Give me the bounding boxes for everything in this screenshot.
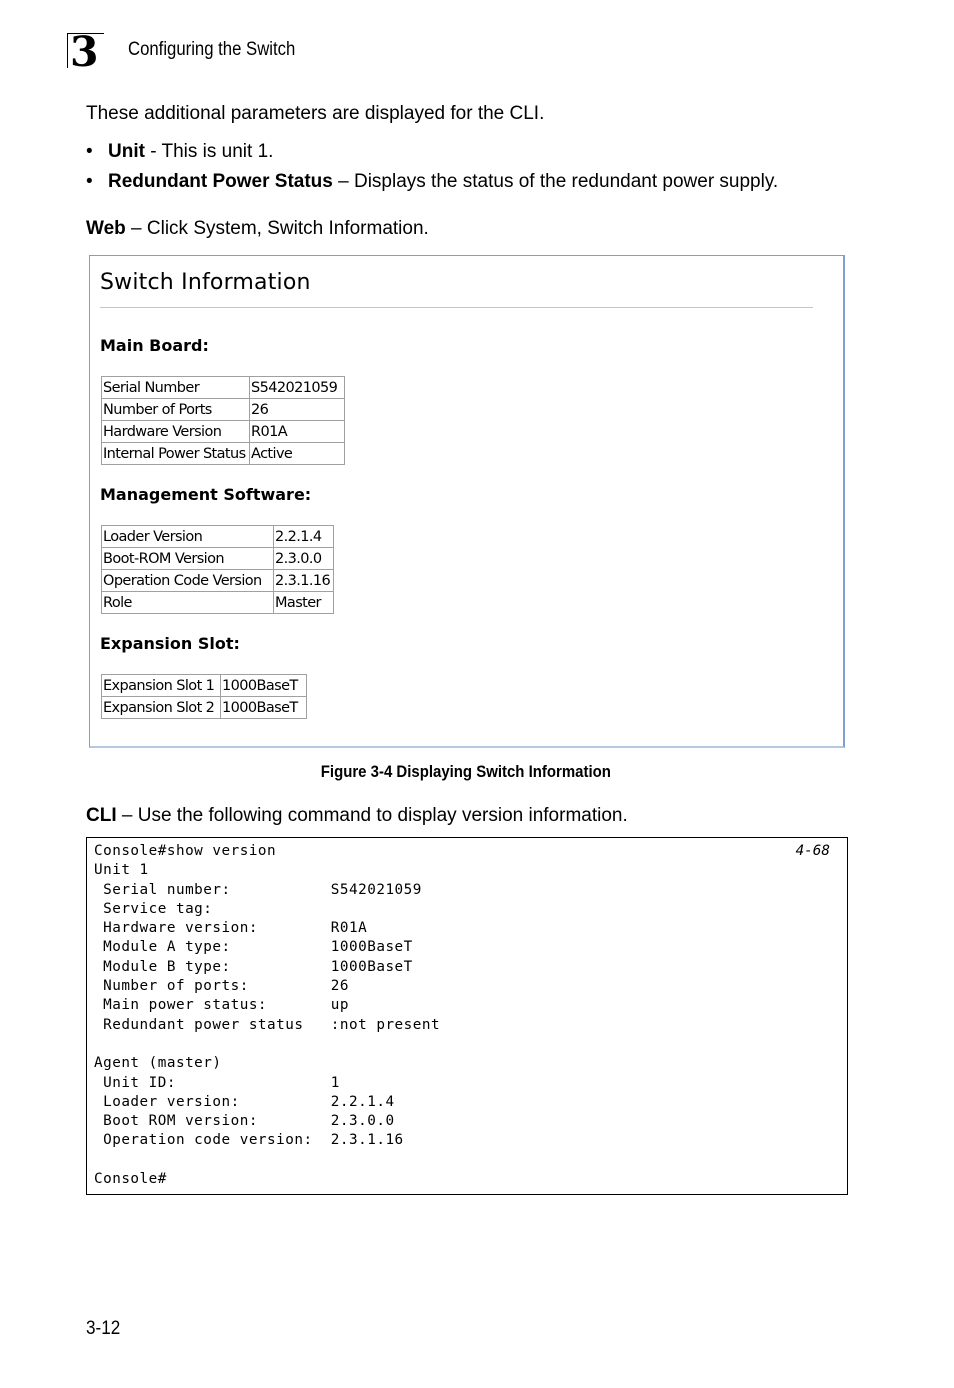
bullet-item-unit (86, 140, 273, 164)
cli-term: CLI (86, 805, 117, 826)
expansion-slot-heading: Expansion Slot: (100, 634, 240, 653)
cli-text: – Use the following command to display version information. (116, 805, 628, 826)
web-term: Web (86, 218, 126, 239)
intro-paragraph: These additional parameters are displayed for the CLI. (86, 103, 545, 124)
table-value: 2.3.0.0 (274, 548, 334, 570)
table-row (102, 548, 334, 570)
table-label: Expansion Slot 1 (102, 675, 221, 697)
web-text: – Click System, Switch Information. (125, 218, 429, 239)
table-label: Role (102, 592, 274, 614)
table-value: Master (274, 592, 334, 614)
screenshot-title: Switch Information (100, 270, 311, 295)
table-row (102, 399, 345, 421)
table-row (102, 592, 334, 614)
running-header-title: Configuring the Switch (128, 39, 296, 60)
table-value: 26 (250, 399, 345, 421)
table-label: Number of Ports (102, 399, 250, 421)
table-value: S542021059 (250, 377, 345, 399)
table-row (102, 526, 334, 548)
table-label: Operation Code Version (102, 570, 274, 592)
table-value: Active (250, 443, 345, 465)
table-label: Boot-ROM Version (102, 548, 274, 570)
figure-caption-text: Figure 3-4 Displaying Switch Information (320, 762, 612, 781)
management-software-heading: Management Software: (100, 485, 312, 504)
bullet-mark: • (86, 141, 93, 162)
cli-output: Console#show version Unit 1 Serial number: S542021059 Service tag: Hardware version: R01A Module A type: 1000BaseT Module B type: 1000BaseT Number of ports: 26 Main power status: up Redundant power status :not present Agent (master) Unit ID: 1 Loader version: 2.2.1.4 Boot ROM version: 2.3.0.0 Operation code version: 2.3.1.16 Console# (94, 843, 441, 1188)
main-board-table (101, 376, 345, 465)
table-value: 1000BaseT (221, 697, 307, 719)
table-row (102, 421, 345, 443)
table-label: Hardware Version (102, 421, 250, 443)
table-row (102, 377, 345, 399)
expansion-slot-table (101, 674, 307, 719)
bullet-mark: • (86, 171, 93, 192)
web-instruction (86, 217, 429, 241)
bullet-term: Redundant Power Status (108, 171, 333, 192)
table-value: 2.2.1.4 (274, 526, 334, 548)
table-label: Internal Power Status (102, 443, 250, 465)
figure-caption (0, 762, 932, 782)
table-row (102, 697, 307, 719)
table-label: Expansion Slot 2 (102, 697, 221, 719)
chapter-number: 3 (70, 28, 99, 76)
bullet-term: Unit (108, 141, 145, 162)
main-board-heading: Main Board: (100, 336, 209, 355)
table-label: Loader Version (102, 526, 274, 548)
table-row (102, 570, 334, 592)
cli-instruction (86, 804, 628, 828)
table-value: R01A (250, 421, 345, 443)
bullet-item-redundant-power (86, 170, 778, 194)
bullet-text: - This is unit 1. (144, 141, 274, 162)
page-number: 3-12 (86, 1318, 121, 1339)
table-value: 2.3.1.16 (274, 570, 334, 592)
table-label: Serial Number (102, 377, 250, 399)
cli-output-box (86, 837, 848, 1195)
command-reference: 4-68 (795, 843, 830, 859)
management-software-table (101, 525, 334, 614)
table-row (102, 443, 345, 465)
switch-information-screenshot (89, 255, 845, 748)
bullet-text: – Displays the status of the redundant power supply. (332, 171, 779, 192)
table-value: 1000BaseT (221, 675, 307, 697)
title-divider (100, 307, 813, 308)
table-row (102, 675, 307, 697)
